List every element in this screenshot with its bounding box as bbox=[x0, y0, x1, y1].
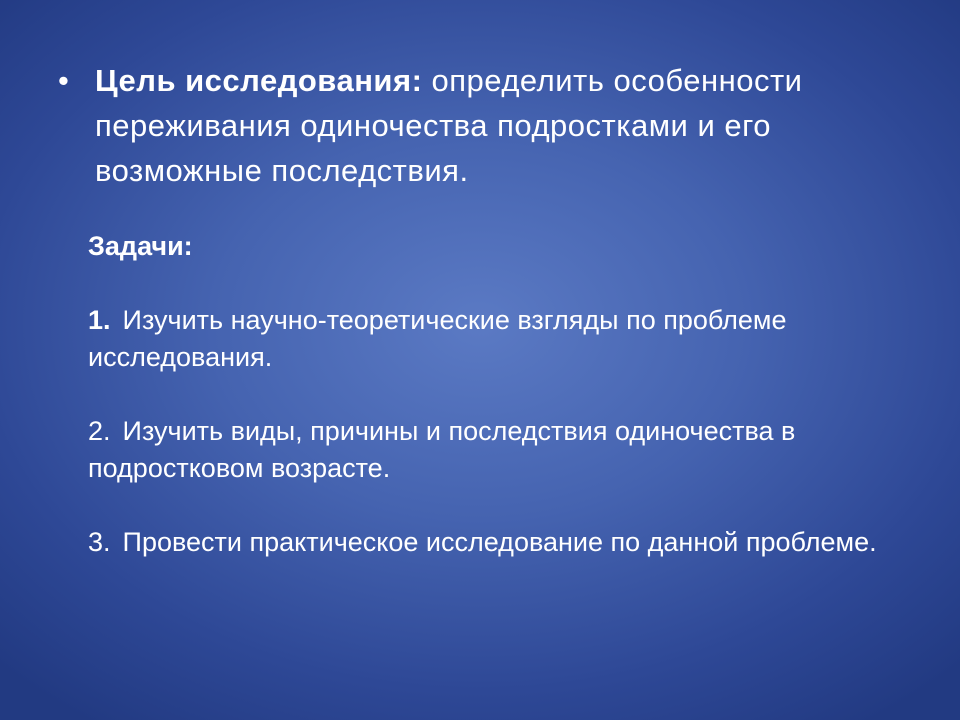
task-text-2: Изучить виды, причины и последствия одиночества в подростковом возрасте. bbox=[88, 416, 796, 483]
task-number-3: 3. bbox=[88, 527, 111, 557]
task-text-1: Изучить научно-теоретические взгляды по проблеме исследования. bbox=[88, 305, 787, 372]
task-item-2 bbox=[88, 413, 928, 487]
goal-description: определить особенности переживания одиночества подростками и его возможные последствия. bbox=[95, 63, 803, 188]
bullet-icon: • bbox=[58, 63, 70, 98]
task-item-1 bbox=[88, 302, 928, 376]
task-number-1: 1. bbox=[88, 305, 111, 335]
goal-paragraph bbox=[95, 58, 918, 193]
tasks-block bbox=[88, 228, 928, 598]
task-item-3 bbox=[88, 524, 928, 561]
goal-title: Цель исследования: bbox=[95, 63, 423, 98]
research-goal bbox=[58, 58, 918, 193]
task-text-3: Провести практическое исследование по данной проблеме. bbox=[122, 527, 877, 557]
tasks-heading: Задачи: bbox=[88, 231, 193, 261]
task-number-2: 2. bbox=[88, 416, 111, 446]
